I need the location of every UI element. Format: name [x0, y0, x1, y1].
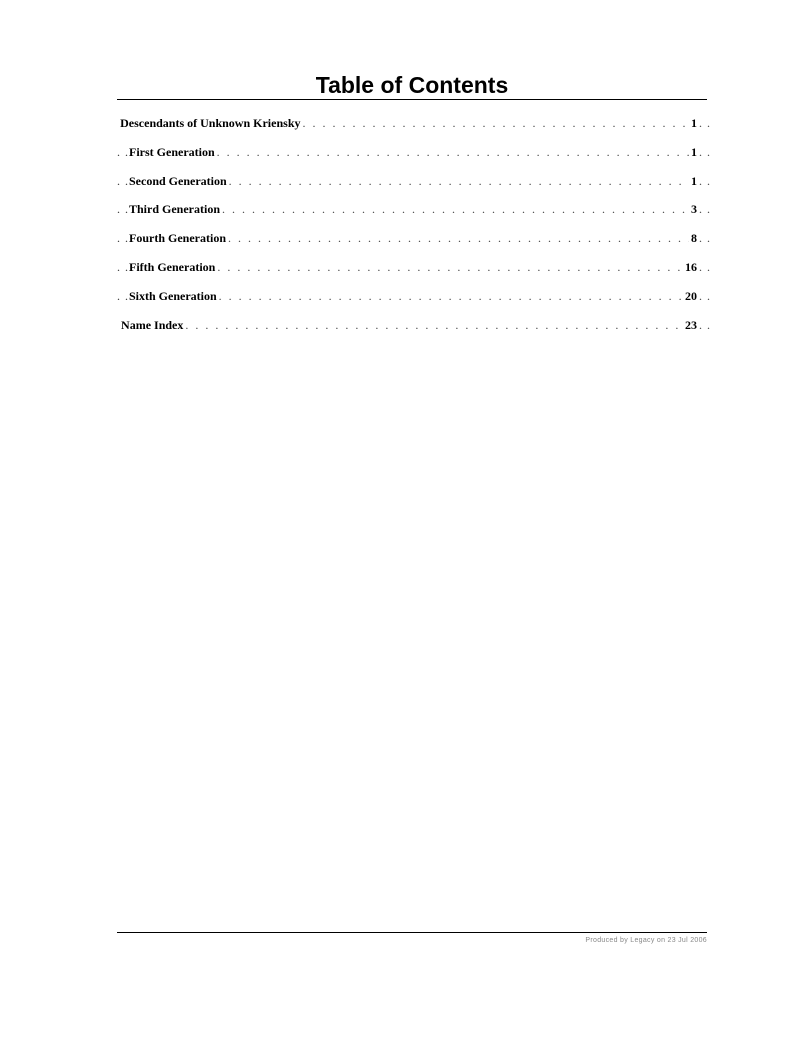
toc-entry-page: 1 — [691, 144, 697, 159]
toc-entry-page: 20 — [685, 288, 697, 303]
dot-leader — [217, 144, 689, 160]
toc-entry-fifth-generation[interactable]: . . Fifth Generation . . . 16 . . — [117, 259, 711, 288]
table-of-contents — [117, 115, 711, 345]
page-title: Table of Contents — [315, 72, 509, 98]
toc-entry-page: 1 — [691, 116, 697, 130]
toc-entry-fourth-generation[interactable]: . . Fourth Generation . . . 8 . . — [117, 230, 711, 259]
toc-entry-label: Third Generation — [129, 202, 221, 217]
toc-entry-label: First Generation — [129, 144, 215, 159]
toc-entry-label: Descendants of Unknown Kriensky — [120, 116, 301, 130]
toc-entry-label: Fourth Generation — [129, 231, 226, 246]
toc-entry-second-generation[interactable]: . . Second Generation . . . 1 . . — [117, 173, 711, 202]
toc-entry-first-generation[interactable]: . . First Generation . . . 1 . . — [117, 144, 711, 173]
toc-entry-descendants[interactable]: Descendants of Unknown Kriensky . . . 1 . . — [117, 115, 711, 144]
dot-leader — [229, 173, 689, 189]
toc-entry-page: 3 — [691, 202, 697, 217]
toc-entry-page: 16 — [685, 259, 697, 274]
toc-entry-label: Sixth Generation — [129, 288, 217, 303]
toc-entry-page: 1 — [691, 173, 697, 188]
toc-entry-label: Fifth Generation — [129, 259, 216, 274]
dot-leader — [303, 115, 690, 131]
dot-leader — [222, 201, 689, 217]
dot-leader — [217, 259, 683, 275]
dot-leader — [185, 317, 683, 333]
footer-note: Produced by Legacy on 23 Jul 2006 — [585, 937, 707, 944]
footer-divider — [117, 932, 707, 933]
toc-entry-label: Second Generation — [129, 173, 227, 188]
dot-leader — [228, 230, 689, 246]
toc-entry-third-generation[interactable]: . . Third Generation . . . 3 . . — [117, 201, 711, 230]
toc-entry-name-index[interactable]: Name Index . . . 23 . . — [117, 317, 711, 346]
title-divider — [117, 99, 707, 100]
toc-entry-page: 8 — [691, 231, 697, 246]
toc-entry-sixth-generation[interactable]: . . Sixth Generation . . . 20 . . — [117, 288, 711, 317]
toc-entry-label: Name Index — [121, 317, 184, 332]
dot-leader — [219, 288, 683, 304]
toc-entry-page: 23 — [685, 317, 697, 332]
